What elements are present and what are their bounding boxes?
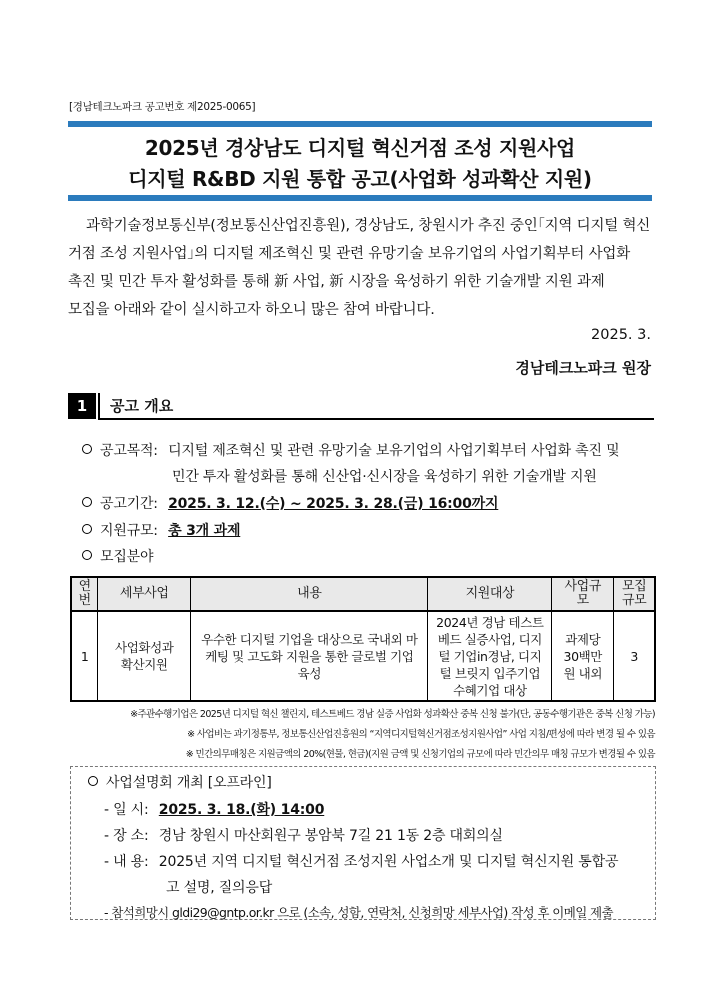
note-2: ※ 사업비는 과기정통부, 정보통신산업진흥원의 “지역디지털혁신거점조성지원사업” 사업 지침/편성에 따라 변경 될 수 있음 xyxy=(187,729,655,740)
briefing-place-value: 경남 창원시 마산회원구 봉암북 7길 21 1동 2층 대회의실 xyxy=(158,828,503,844)
briefing-place-item xyxy=(104,825,503,845)
scale-value: 총 3개 과제 xyxy=(168,523,241,539)
intro-line: 모집을 아래와 같이 실시하고자 하오니 많은 참여 바랍니다. xyxy=(68,302,435,318)
intro-line: 촉진 및 민간 투자 활성화를 통해 新 사업, 新 시장을 육성하기 위한 기술개발 지원 과제 xyxy=(68,274,605,290)
fields-label: 모집분야 xyxy=(100,549,154,565)
period-item xyxy=(82,493,498,513)
col-header-scale: 사업규모 xyxy=(552,577,614,611)
title-line-1: 2025년 경상남도 디지털 혁신거점 조성 지원사업 xyxy=(144,136,576,160)
section-underline xyxy=(98,418,654,420)
fields-table xyxy=(70,576,656,702)
period-value: 2025. 3. 12.(수) ~ 2025. 3. 28.(금) 16:00까지 xyxy=(168,496,499,512)
circle-bullet-icon xyxy=(82,497,92,507)
signer: 경남테크노파크 원장 xyxy=(515,359,651,377)
col-header-count: 모집규모 xyxy=(614,577,655,611)
briefing-content-item xyxy=(104,851,618,871)
cell-scale: 과제당 30백만원 내외 xyxy=(552,611,614,701)
cell-target: 2024년 경남 테스트베드 실증사업, 디지털 기업in경남, 디지털 브릿지 입주기업 수혜기업 대상 xyxy=(428,611,552,701)
briefing-date-value: 2025. 3. 18.(화) 14:00 xyxy=(158,802,325,818)
fields-item xyxy=(82,546,153,566)
briefing-content-line-1: 2025년 지역 디지털 혁신거점 조성지원 사업소개 및 디지털 혁신지원 통합공 xyxy=(158,854,619,870)
col-header-program: 세부사업 xyxy=(98,577,191,611)
cell-count: 3 xyxy=(614,611,655,701)
circle-bullet-icon xyxy=(82,550,92,560)
briefing-place-label: - 장 소: xyxy=(104,828,149,844)
cell-program: 사업화성과확산지원 xyxy=(98,611,191,701)
purpose-label: 공고목적: xyxy=(100,443,158,459)
table-row xyxy=(71,611,655,701)
intro-line: 거점 조성 지원사업｣의 디지털 제조혁신 및 관련 유망기술 보유기업의 사업기획부터 사업화 xyxy=(68,246,630,262)
briefing-content-label: - 내 용: xyxy=(104,854,149,870)
title-bottom-rule xyxy=(68,195,652,201)
title-line-2: 디지털 R&BD 지원 통합 공고(사업화 성과확산 지원) xyxy=(128,167,592,191)
note-1: ※주관수행기업은 2025년 디지털 혁신 챌린지, 테스트베드 경남 실증 사업화 성과확산 중복 신청 불가(단, 공동수행기관은 중복 신청 가능) xyxy=(130,709,655,720)
briefing-apply: - 참석희망시 gldi29@gntp.or.kr 으로 (소속, 성함, 연락처, 신청희망 세부사업) 작성 후 이메일 제출 xyxy=(104,905,613,920)
period-label: 공고기간: xyxy=(100,496,158,512)
section-number: 1 xyxy=(68,393,96,419)
table-header-row xyxy=(71,577,655,611)
purpose-item xyxy=(82,440,619,460)
purpose-line-2: 민간 투자 활성화를 통해 신산업·신시장을 육성하기 위한 기술개발 지원 xyxy=(172,469,597,485)
notice-number: [경남테크노파크 공고번호 제2025-0065] xyxy=(69,101,256,113)
intro-paragraph xyxy=(68,212,652,324)
circle-bullet-icon xyxy=(82,524,92,534)
briefing-title: 사업설명회 개최 [오프라인] xyxy=(106,775,272,791)
col-header-target: 지원대상 xyxy=(428,577,552,611)
title-top-rule xyxy=(68,121,652,127)
col-header-no: 연번 xyxy=(71,577,98,611)
cell-content: 우수한 디지털 기업을 대상으로 국내외 마케팅 및 고도화 지원을 통한 글로벌 기업 육성 xyxy=(191,611,428,701)
col-header-content: 내용 xyxy=(191,577,428,611)
purpose-line-1: 디지털 제조혁신 및 관련 유망기술 보유기업의 사업기획부터 사업화 촉진 및 xyxy=(168,443,620,459)
scale-label: 지원규모: xyxy=(100,523,158,539)
cell-no: 1 xyxy=(71,611,98,701)
note-3: ※ 민간의무매칭은 지원금액의 20%(현물, 현금)(지원 금액 및 신청기업의 규모에 따라 민간의무 매칭 규모가 변경될 수 있음 xyxy=(185,749,655,760)
briefing-content-line-2: 고 설명, 질의응답 xyxy=(166,880,273,896)
circle-bullet-icon xyxy=(82,444,92,454)
intro-line: 과학기술정보통신부(정보통신산업진흥원), 경상남도, 창원시가 추진 중인｢지역 디지털 혁신 xyxy=(86,218,651,234)
notice-date: 2025. 3. xyxy=(591,327,651,343)
briefing-date-item xyxy=(104,799,324,819)
briefing-title-item xyxy=(88,772,272,792)
section-title: 공고 개요 xyxy=(110,397,174,415)
briefing-date-label: - 일 시: xyxy=(104,802,149,818)
circle-bullet-icon xyxy=(88,776,98,786)
scale-item xyxy=(82,520,240,540)
section-divider xyxy=(98,393,100,420)
